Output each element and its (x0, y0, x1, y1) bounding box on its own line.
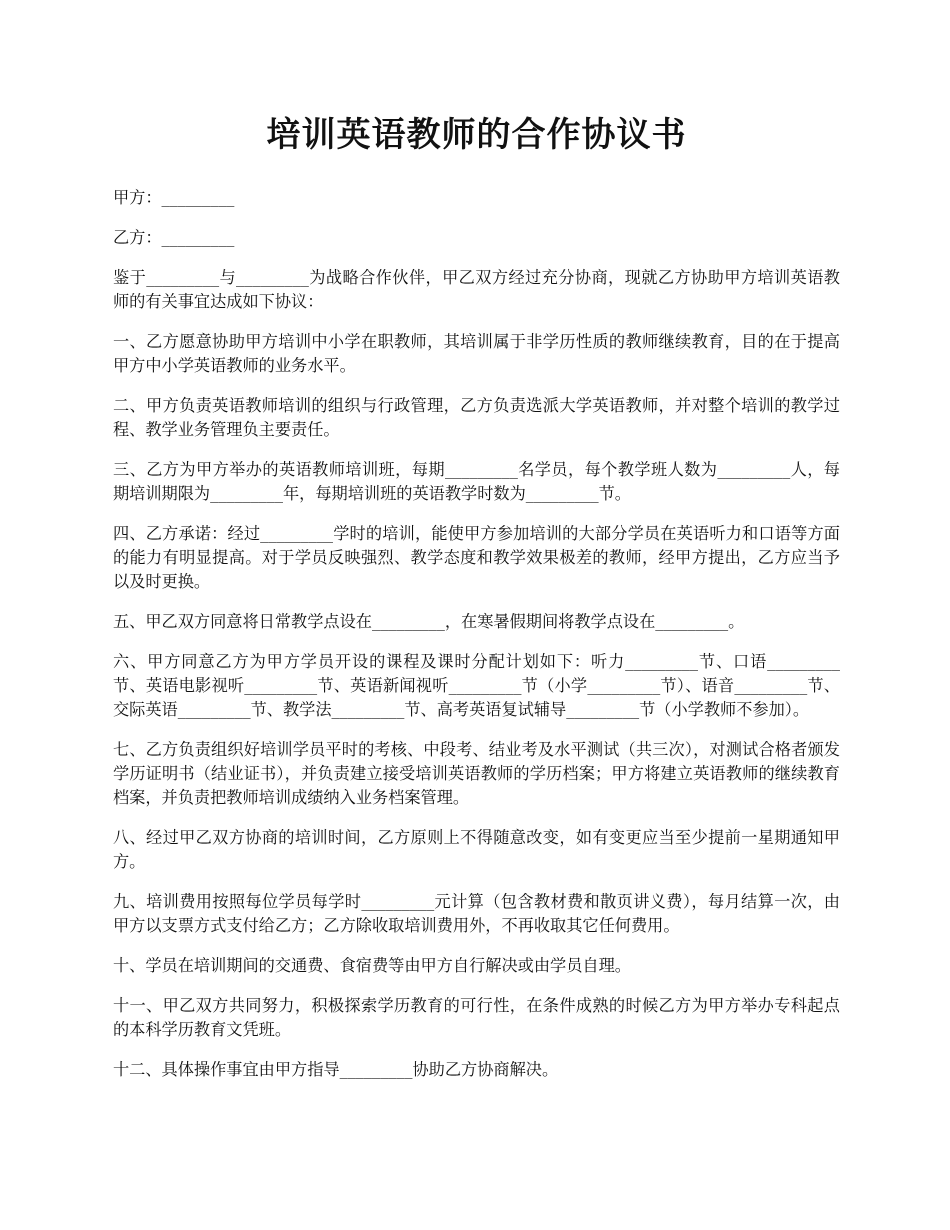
clause-10: 十、学员在培训期间的交通费、食宿费等由甲方自行解决或由学员自理。 (113, 956, 631, 975)
clause-9: 九、培训费用按照每位学员每学时_________元计算（包含教材费和散页讲义费），每月结算一次，由甲方以支票方式支付给乙方；乙方除收取培训费用外，不再收取其它任何费用。 (113, 892, 840, 935)
clause-5: 五、甲乙双方同意将日常教学点设在_________，在寒暑假期间将教学点设在_________。 (113, 612, 745, 631)
party-a-line: 甲方：_________ (113, 188, 235, 207)
clause-12: 十二、具体操作事宜由甲方指导_________协助乙方协商解决。 (113, 1060, 559, 1079)
party-b-line: 乙方：_________ (113, 228, 235, 247)
clause-2: 二、甲方负责英语教师培训的组织与行政管理，乙方负责选派大学英语教师，并对整个培训的教学过程、教学业务管理负主要责任。 (113, 396, 840, 439)
clause-11: 十一、甲乙双方共同努力，积极探索学历教育的可行性，在条件成熟的时候乙方为甲方举办专科起点的本科学历教育文凭班。 (113, 996, 840, 1039)
clause-7: 七、乙方负责组织好培训学员平时的考核、中段考、结业考及水平测试（共三次），对测试合格者颁发学历证明书（结业证书），并负责建立接受培训英语教师的学历档案；甲方将建立英语教师的继续教育档案，并负责把教师培训成绩纳入业务档案管理。 (113, 740, 840, 807)
document-title: 培训英语教师的合作协议书 (266, 115, 687, 155)
clause-1: 一、乙方愿意协助甲方培训中小学在职教师，其培训属于非学历性质的教师继续教育，目的在于提高甲方中小学英语教师的业务水平。 (113, 332, 840, 375)
clause-4: 四、乙方承诺：经过_________学时的培训，能使甲方参加培训的大部分学员在英语听力和口语等方面的能力有明显提高。对于学员反映强烈、教学态度和教学效果极差的教师，经甲方提出，乙方应当予以及时更换。 (113, 524, 840, 591)
clause-3: 三、乙方为甲方举办的英语教师培训班，每期_________名学员，每个教学班人数为_________人，每期培训期限为_________年，每期培训班的英语教学时数为_________节。 (113, 460, 840, 503)
preamble-paragraph: 鉴于_________与_________为战略合作伙伴，甲乙双方经过充分协商，现就乙方协助甲方培训英语教师的有关事宜达成如下协议： (113, 268, 840, 311)
clause-6: 六、甲方同意乙方为甲方学员开设的课程及课时分配计划如下：听力_________节、口语_________节、英语电影视听_________节、英语新闻视听_________节（小学_________节）、语音_________节、交际英语_________节、教学法_________节、高考英语复试辅导_________节（小学教师不参加）。 (113, 652, 840, 719)
clause-8: 八、经过甲乙双方协商的培训时间，乙方原则上不得随意改变，如有变更应当至少提前一星期通知甲方。 (113, 828, 840, 871)
